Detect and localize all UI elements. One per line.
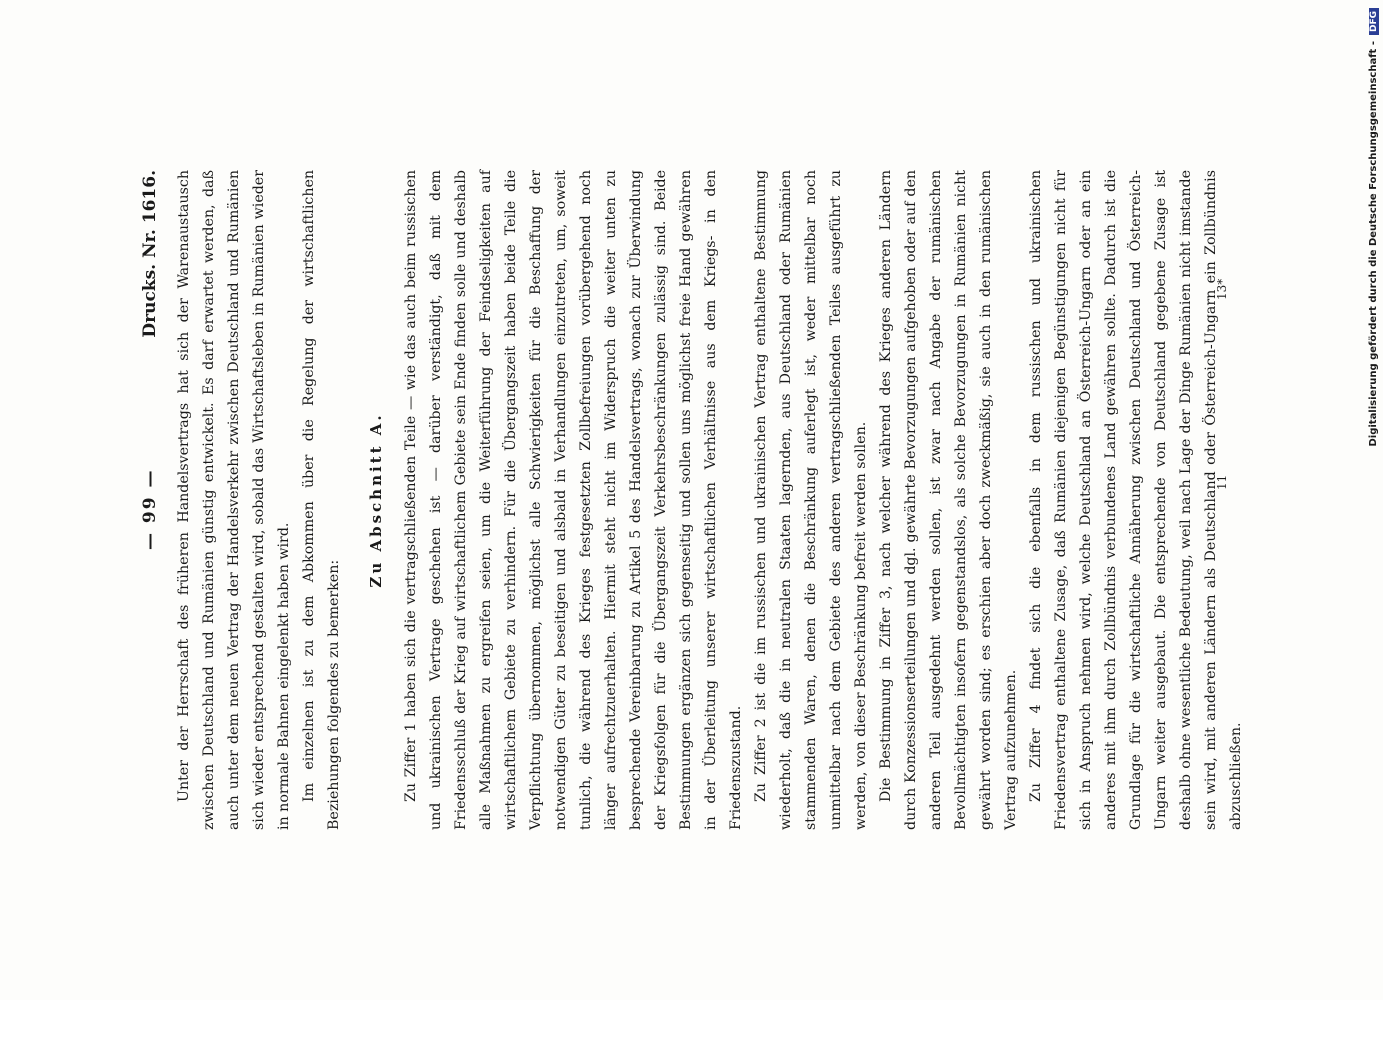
page-header <box>140 170 164 830</box>
paragraph: Im einzelnen ist zu dem Abkommen über die Regelung der wirtschaftlichen Beziehungen folgendes zu bemerken: <box>301 170 342 830</box>
paragraph: Zu Ziffer 2 ist die im russischen und ukrainischen Vertrag enthaltene Bestimmung wiederholt, daß die in neutralen Staaten lagernden, aus Deutschland oder Rumänien stammenden Waren, denen die Beschränkung auferlegt ist, weder mittelbar noch unmittelbar nach dem Gebiete des anderen vertragschließenden Teiles ausgeführt zu werden, von dieser Beschränkung befreit werden sollen. <box>753 170 869 830</box>
paragraph: Zu Ziffer 1 haben sich die vertragschließenden Teile — wie das auch beim russischen und ukrainischen Vertrage geschehen ist — darüber verständigt, daß mit dem Friedensschluß der Krieg auf wirtschaftlichem Gebiete sein Ende finden solle und deshalb alle Maßnahmen zu ergreifen seien, um die Weiterführung der Feindseligkeiten auf wirtschaftlichem Gebiete zu verhindern. Für die Übergangszeit haben beide Teile die Verpflichtung übernommen, möglichst alle Schwierigkeiten für die Beschaffung der notwendigen Güter zu beseitigen und alsbald in Verhandlungen einzutreten, um, soweit tunlich, die während des Krieges festgesetzten Zollbefreiungen vorübergehend noch länger aufrechtzuerhalten. Hiermit steht nicht im Widerspruch die weiter unten zu besprechende Vereinbarung zu Artikel 5 des Handelsvertrags, wonach zur Überwindung der Kriegsfolgen für die Übergangszeit Verkehrsbeschränkungen zulässig sind. Beide Bestimmungen ergänzen sich gegenseitig und sollen uns möglichst freie Hand gewähren in der Überleitung unserer wirtschaftlichen Verhältnisse aus dem Kriegs- in den Friedenszustand. <box>403 170 744 830</box>
section-heading: Zu Abschnitt A. <box>367 412 385 588</box>
page-footer <box>1215 170 1233 830</box>
digitization-text: Digitalisierung gefördert durch die Deutsche Forschungsgemeinschaft - <box>1368 41 1379 447</box>
paragraph: Unter der Herrschaft des früheren Handelsvertrags hat sich der Warenaustausch zwischen Deutschland und Rumänien günstig entwickelt. Es darf erwartet werden, daß auch unter dem neuen Vertrag der Handelsverkehr zwischen Deutschland und Rumänien sich wieder entsprechend gestalten wird, sobald das Wirtschaftsleben in Rumänien wieder in normale Bahnen eingelenkt haben wird. <box>176 170 292 830</box>
paragraph: Zu Ziffer 4 findet sich die ebenfalls in dem russischen und ukrainischen Friedensvertrag enthaltene Zusage, daß Rumänien diejenigen Begünstigungen nicht für sich in Anspruch nehmen wird, welche Deutschland an Österreich-Ungarn oder an ein anderes mit ihm durch Zollbündnis verbundenes Land gewähren sollte. Dadurch ist die Grundlage für die wirtschaftliche Annäherung zwischen Deutschland und Österreich-Ungarn weiter ausgebaut. Die entsprechende von Deutschland gegebene Zusage ist deshalb ohne wesentliche Bedeutung, weil nach Lage der Dinge Rumänien nicht imstande sein wird, mit anderen Ländern als Deutschland oder Österreich-Ungarn ein Zollbündnis abzuschließen. <box>1028 170 1244 830</box>
digitization-note <box>1368 8 1382 1048</box>
dfg-logo: DFG <box>1369 8 1379 35</box>
drucksache-number: Drucks. Nr. 1616. <box>140 170 160 338</box>
sheet-mark-2: 13* <box>1215 278 1229 300</box>
rotated-text-block <box>140 170 1244 830</box>
paragraph: Die Bestimmung in Ziffer 3, nach welcher während des Krieges anderen Ländern durch Konzessionserteilungen und dgl. gewährte Bevorzugungen aufgehoben oder auf den anderen Teil ausgedehnt werden sollen, ist zwar nach Angabe der rumänischen Bevollmächtigten insofern gegenstandslos, als solche Bevorzugungen in Rumänien nicht gewährt worden sind; es erschien aber doch zweckmäßig, sie auch in den rumänischen Vertrag aufzunehmen. <box>878 170 1019 830</box>
sheet-mark: 11 <box>1215 474 1229 490</box>
page-number: — 99 — <box>140 468 160 550</box>
body-text <box>172 170 1249 830</box>
